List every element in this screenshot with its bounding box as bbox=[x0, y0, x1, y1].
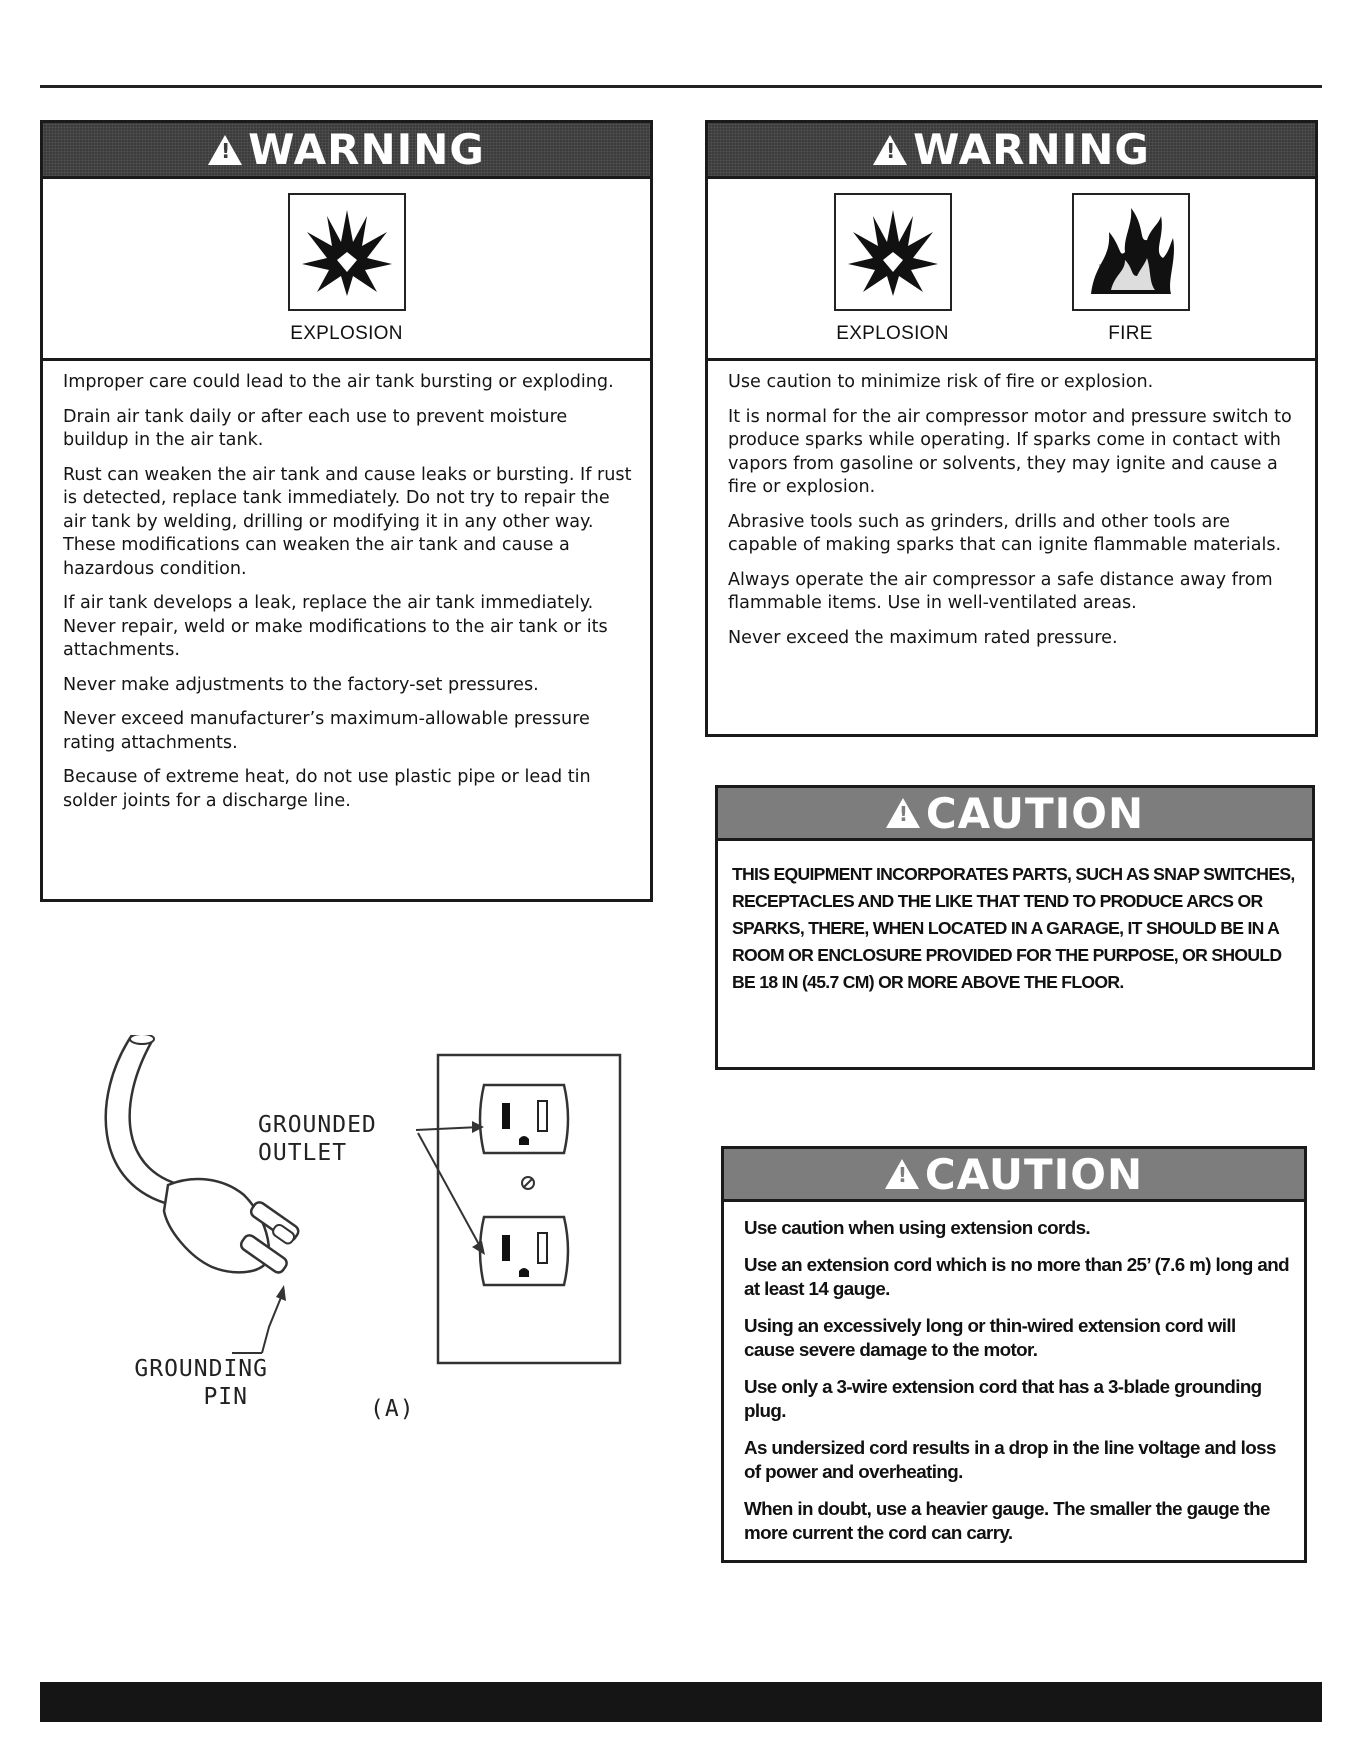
warning-paragraph: Always operate the air compressor a safe distance away from flammable items. Use in well-ventilated areas. bbox=[728, 569, 1273, 613]
top-rule bbox=[40, 85, 1322, 88]
caution-header-text: CAUTION bbox=[925, 788, 1145, 838]
warning-header-text: WARNING bbox=[248, 125, 485, 174]
warning-body bbox=[708, 361, 1315, 650]
caution-paragraph: Use only a 3-wire extension cord that has a 3-blade grounding plug. bbox=[744, 1375, 1262, 1421]
warning-paragraph: Drain air tank daily or after each use to prevent moisture buildup in the air tank. bbox=[63, 406, 568, 450]
grounded-outlet-label bbox=[258, 1111, 377, 1167]
pictogram-row bbox=[43, 179, 650, 361]
alert-triangle-icon bbox=[886, 798, 920, 828]
footer-bar bbox=[40, 1682, 1322, 1722]
caution-box-extension-cords bbox=[721, 1146, 1307, 1563]
alert-triangle-icon bbox=[873, 135, 907, 165]
warning-paragraph: It is normal for the air compressor motor and pressure switch to produce sparks while operating. If sparks come in contact with vapors from gasoline or solvents, they may ignite and cause a fire or explosion. bbox=[728, 406, 1292, 497]
warning-header-text: WARNING bbox=[913, 125, 1150, 174]
caution-header bbox=[718, 788, 1312, 841]
pictogram-label: EXPLOSION bbox=[836, 323, 949, 344]
warning-box-fire bbox=[705, 120, 1318, 737]
figure-tag: (A) bbox=[370, 1396, 415, 1422]
warning-header bbox=[43, 123, 650, 179]
caution-paragraph: Using an excessively long or thin-wired extension cord will cause severe damage to the motor. bbox=[744, 1314, 1236, 1360]
caution-box-location bbox=[715, 785, 1315, 1070]
caution-paragraph: When in doubt, use a heavier gauge. The smaller the gauge the more current the cord can carry. bbox=[744, 1497, 1270, 1543]
warning-paragraph: Use caution to minimize risk of fire or explosion. bbox=[728, 372, 1154, 392]
alert-triangle-icon bbox=[885, 1159, 919, 1189]
warning-paragraph: Never exceed the maximum rated pressure. bbox=[728, 627, 1118, 648]
warning-body bbox=[43, 361, 650, 813]
grounded-outlet-label-line1: GROUNDED bbox=[258, 1112, 377, 1138]
warning-header bbox=[708, 123, 1315, 179]
pictogram-explosion bbox=[288, 193, 406, 345]
grounding-diagram bbox=[72, 1035, 632, 1445]
caution-paragraph: Use an extension cord which is no more than 25’ (7.6 m) long and at least 14 gauge. bbox=[744, 1253, 1289, 1299]
caution-paragraph: As undersized cord results in a drop in the line voltage and loss of power and overheating. bbox=[744, 1436, 1276, 1482]
pictogram-label: EXPLOSION bbox=[290, 323, 403, 344]
caution-body bbox=[724, 1202, 1304, 1546]
warning-paragraph: Never exceed manufacturer’s maximum-allowable pressure rating attachments. bbox=[63, 709, 590, 753]
caution-paragraph: Use caution when using extension cords. bbox=[744, 1217, 1091, 1238]
grounding-pin-label-line2: PIN bbox=[203, 1384, 248, 1410]
explosion-icon bbox=[834, 193, 952, 311]
warning-paragraph: If air tank develops a leak, replace the air tank immediately. Never repair, weld or make modifications to the air tank or its attachments. bbox=[63, 593, 608, 660]
grounded-outlet-label-line2: OUTLET bbox=[258, 1140, 348, 1166]
grounding-pin-label bbox=[116, 1355, 268, 1411]
alert-triangle-icon bbox=[208, 135, 242, 165]
warning-paragraph: Never make adjustments to the factory-set pressures. bbox=[63, 674, 539, 695]
warning-box-tank bbox=[40, 120, 653, 902]
pictogram-fire bbox=[1072, 193, 1190, 345]
pictogram-label: FIRE bbox=[1108, 323, 1153, 344]
fire-icon bbox=[1072, 193, 1190, 311]
pictogram-row bbox=[708, 179, 1315, 361]
pictogram-explosion bbox=[834, 193, 952, 345]
caution-text: THIS EQUIPMENT INCORPORATES PARTS, SUCH AS SNAP SWITCHES, RECEPTACLES AND THE LIKE THAT TEND TO PRODUCE ARCS OR SPARKS, THERE, WHEN LOCATED IN A GARAGE, IT SHOULD BE IN A ROOM OR ENCLOSURE PROVIDED FOR THE PURPOSE, OR SHOULD BE 18 IN (45.7 CM) OR MORE ABOVE THE FLOOR. bbox=[732, 864, 1295, 992]
grounding-pin-label-line1: GROUNDING bbox=[134, 1356, 268, 1382]
explosion-icon bbox=[288, 193, 406, 311]
warning-paragraph: Improper care could lead to the air tank bursting or exploding. bbox=[63, 372, 614, 392]
warning-paragraph: Abrasive tools such as grinders, drills and other tools are capable of making sparks that can ignite flammable materials. bbox=[728, 511, 1282, 555]
caution-header-text: CAUTION bbox=[924, 1149, 1144, 1199]
caution-header bbox=[724, 1149, 1304, 1202]
warning-paragraph: Because of extreme heat, do not use plastic pipe or lead tin solder joints for a discharge line. bbox=[63, 767, 591, 811]
warning-paragraph: Rust can weaken the air tank and cause leaks or bursting. If rust is detected, replace tank immediately. Do not try to repair the air tank by welding, drilling or modifying it in any other way. These modifications can weaken the air tank and cause a hazardous condition. bbox=[63, 464, 632, 579]
